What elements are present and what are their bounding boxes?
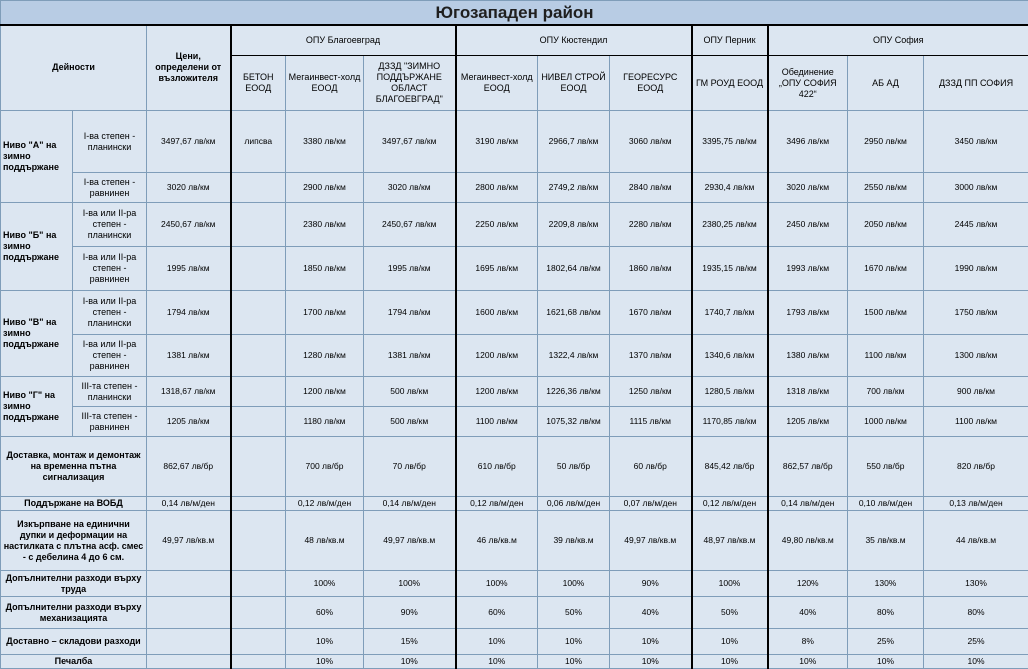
activity-label: Доставно – складови разходи: [1, 629, 147, 655]
table-row: [1, 597, 1028, 629]
offer-price-cell: 1318 лв/км: [768, 377, 848, 407]
offer-price-cell: 3020 лв/км: [768, 173, 848, 203]
offer-price-cell: 2450,67 лв/км: [364, 203, 456, 247]
offer-price-cell: 1670 лв/км: [848, 247, 924, 291]
assigned-price: [147, 571, 231, 597]
offer-price-cell: 3190 лв/км: [456, 111, 538, 173]
assigned-price: 1995 лв/км: [147, 247, 231, 291]
offer-price-cell: 1935,15 лв/км: [692, 247, 768, 291]
offer-price-cell: 40%: [768, 597, 848, 629]
offer-price-cell: 1200 лв/км: [456, 377, 538, 407]
offer-price-cell: 700 лв/бр: [286, 437, 364, 497]
offer-price-cell: 1793 лв/км: [768, 291, 848, 335]
offer-price-cell: 10%: [538, 655, 610, 669]
offer-price-cell: 862,57 лв/бр: [768, 437, 848, 497]
offer-price-cell: 50%: [538, 597, 610, 629]
offer-price-cell: 1205 лв/км: [768, 407, 848, 437]
offer-price-cell: [231, 291, 286, 335]
table-row: [1, 111, 1028, 173]
offer-price-cell: 0,06 лв/м/ден: [538, 497, 610, 511]
company-header: ДЗЗД ПП СОФИЯ: [924, 56, 1028, 111]
offer-price-cell: 49,97 лв/кв.м: [610, 511, 692, 571]
page-title: Югозападен район: [1, 1, 1028, 25]
offer-price-cell: 900 лв/км: [924, 377, 1028, 407]
offer-price-cell: 2930,4 лв/км: [692, 173, 768, 203]
table-row: [1, 571, 1028, 597]
assigned-price: 1381 лв/км: [147, 335, 231, 377]
offer-price-cell: [231, 377, 286, 407]
offer-price-cell: 1322,4 лв/км: [538, 335, 610, 377]
offer-price-cell: [231, 247, 286, 291]
offer-price-cell: 0,12 лв/м/ден: [286, 497, 364, 511]
offer-price-cell: [231, 203, 286, 247]
group-header: ОПУ Перник: [692, 25, 768, 56]
offer-price-cell: 1100 лв/км: [456, 407, 538, 437]
offer-price-cell: 100%: [692, 571, 768, 597]
offer-price-cell: 1170,85 лв/км: [692, 407, 768, 437]
offer-price-cell: 1995 лв/км: [364, 247, 456, 291]
offer-price-cell: 2840 лв/км: [610, 173, 692, 203]
offer-price-cell: 610 лв/бр: [456, 437, 538, 497]
offer-price-cell: 845,42 лв/бр: [692, 437, 768, 497]
company-header: Мегаинвест-холд ЕООД: [286, 56, 364, 111]
offer-price-cell: 1280,5 лв/км: [692, 377, 768, 407]
assigned-price: [147, 655, 231, 669]
offer-price-cell: 1850 лв/км: [286, 247, 364, 291]
offer-price-cell: 35 лв/кв.м: [848, 511, 924, 571]
level-subtype: I-ва степен - планински: [73, 111, 147, 173]
table-row: [1, 203, 1028, 247]
offer-price-cell: 1226,36 лв/км: [538, 377, 610, 407]
offer-price-cell: 0,07 лв/м/ден: [610, 497, 692, 511]
level-label: Ниво "А" на зимно поддържане: [1, 111, 73, 203]
activity-label: Допълнителни разходи върху труда: [1, 571, 147, 597]
level-label: Ниво "В" на зимно поддържане: [1, 291, 73, 377]
offer-price-cell: 1700 лв/км: [286, 291, 364, 335]
offer-price-cell: 100%: [286, 571, 364, 597]
activity-label: Изкърпване на единични дупки и деформации на настилката с плътна асф. смес - с дебелина 4 до 6 см.: [1, 511, 147, 571]
offer-price-cell: 1860 лв/км: [610, 247, 692, 291]
offer-price-cell: 1500 лв/км: [848, 291, 924, 335]
offer-price-cell: 3060 лв/км: [610, 111, 692, 173]
offer-price-cell: 1740,7 лв/км: [692, 291, 768, 335]
activity-label: Доставка, монтаж и демонтаж на временна пътна сигнализация: [1, 437, 147, 497]
assigned-price: 862,67 лв/бр: [147, 437, 231, 497]
offer-price-cell: 70 лв/бр: [364, 437, 456, 497]
level-subtype: III-та степен - равнинен: [73, 407, 147, 437]
offer-price-cell: 100%: [456, 571, 538, 597]
company-header: ГЕОРЕСУРС ЕООД: [610, 56, 692, 111]
group-header: ОПУ Кюстендил: [456, 25, 692, 56]
offer-price-cell: 2749,2 лв/км: [538, 173, 610, 203]
offer-price-cell: 1100 лв/км: [848, 335, 924, 377]
prices-header: Цени, определени от възложителя: [147, 25, 231, 111]
offer-price-cell: 44 лв/кв.м: [924, 511, 1028, 571]
activity-label: Поддържане на ВОБД: [1, 497, 147, 511]
table-row: [1, 247, 1028, 291]
company-header: Мегаинвест-холд ЕООД: [456, 56, 538, 111]
offer-price-cell: 10%: [456, 629, 538, 655]
offer-price-cell: 1621,68 лв/км: [538, 291, 610, 335]
offer-price-cell: [231, 335, 286, 377]
assigned-price: 2450,67 лв/км: [147, 203, 231, 247]
offer-price-cell: 48 лв/кв.м: [286, 511, 364, 571]
offer-price-cell: 0,13 лв/м/ден: [924, 497, 1028, 511]
offer-price-cell: 2950 лв/км: [848, 111, 924, 173]
offer-price-cell: 60%: [456, 597, 538, 629]
level-subtype: I-ва или II-ра степен - планински: [73, 203, 147, 247]
offer-price-cell: 10%: [692, 655, 768, 669]
offer-price-cell: 25%: [848, 629, 924, 655]
offer-price-cell: 500 лв/км: [364, 407, 456, 437]
offer-price-cell: 1180 лв/км: [286, 407, 364, 437]
offer-price-cell: 1280 лв/км: [286, 335, 364, 377]
offer-price-cell: [231, 571, 286, 597]
offer-price-cell: 49,97 лв/кв.м: [364, 511, 456, 571]
offer-price-cell: 48,97 лв/кв.м: [692, 511, 768, 571]
offer-price-cell: 0,12 лв/м/ден: [692, 497, 768, 511]
offer-price-cell: 1250 лв/км: [610, 377, 692, 407]
offer-price-cell: липсва: [231, 111, 286, 173]
offer-price-cell: 1695 лв/км: [456, 247, 538, 291]
assigned-price: [147, 629, 231, 655]
offer-price-cell: 1000 лв/км: [848, 407, 924, 437]
offer-price-cell: 100%: [538, 571, 610, 597]
offer-price-cell: 2800 лв/км: [456, 173, 538, 203]
offer-price-cell: [231, 629, 286, 655]
table-row: [1, 437, 1028, 497]
offer-price-cell: 2900 лв/км: [286, 173, 364, 203]
table-row: [1, 173, 1028, 203]
offer-price-cell: 90%: [610, 571, 692, 597]
offer-price-cell: 10%: [538, 629, 610, 655]
offer-price-cell: 1200 лв/км: [286, 377, 364, 407]
offer-price-cell: 1600 лв/км: [456, 291, 538, 335]
offer-price-cell: 2445 лв/км: [924, 203, 1028, 247]
offer-price-cell: 40%: [610, 597, 692, 629]
offer-price-cell: 50 лв/бр: [538, 437, 610, 497]
offer-price-cell: 1802,64 лв/км: [538, 247, 610, 291]
offer-price-cell: [231, 407, 286, 437]
offer-price-cell: 60 лв/бр: [610, 437, 692, 497]
offer-price-cell: 0,12 лв/м/ден: [456, 497, 538, 511]
activities-header: Дейности: [1, 25, 147, 111]
offer-price-cell: 1200 лв/км: [456, 335, 538, 377]
offer-price-cell: 100%: [364, 571, 456, 597]
offer-price-cell: 10%: [456, 655, 538, 669]
table-row: [1, 291, 1028, 335]
offer-price-cell: 2209,8 лв/км: [538, 203, 610, 247]
level-label: Ниво "Б" на зимно поддържане: [1, 203, 73, 291]
offer-price-cell: 10%: [286, 655, 364, 669]
offer-price-cell: 3496 лв/км: [768, 111, 848, 173]
offer-price-cell: 0,10 лв/м/ден: [848, 497, 924, 511]
company-header: ГМ РОУД ЕООД: [692, 56, 768, 111]
offer-price-cell: 2050 лв/км: [848, 203, 924, 247]
offer-price-cell: 39 лв/кв.м: [538, 511, 610, 571]
offer-price-cell: 1670 лв/км: [610, 291, 692, 335]
offer-price-cell: 50%: [692, 597, 768, 629]
level-subtype: I-ва или II-ра степен - равнинен: [73, 335, 147, 377]
table-row: [1, 655, 1028, 669]
offer-price-cell: [231, 173, 286, 203]
level-subtype: I-ва степен - равнинен: [73, 173, 147, 203]
offer-price-cell: [231, 655, 286, 669]
table-row: [1, 629, 1028, 655]
offer-price-cell: 2380,25 лв/км: [692, 203, 768, 247]
offer-price-cell: 1794 лв/км: [364, 291, 456, 335]
offer-price-cell: 2280 лв/км: [610, 203, 692, 247]
assigned-price: [147, 597, 231, 629]
table-row: [1, 511, 1028, 571]
offer-price-cell: 1075,32 лв/км: [538, 407, 610, 437]
offer-price-cell: 1990 лв/км: [924, 247, 1028, 291]
offer-price-cell: 0,14 лв/м/ден: [364, 497, 456, 511]
level-subtype: III-та степен - планински: [73, 377, 147, 407]
offer-price-cell: 60%: [286, 597, 364, 629]
offer-price-cell: 1115 лв/км: [610, 407, 692, 437]
group-header: ОПУ Благоевград: [231, 25, 456, 56]
offer-price-cell: 3380 лв/км: [286, 111, 364, 173]
offer-price-cell: 500 лв/км: [364, 377, 456, 407]
offer-price-cell: 49,80 лв/кв.м: [768, 511, 848, 571]
offer-price-cell: 120%: [768, 571, 848, 597]
table-row: [1, 497, 1028, 511]
offer-price-cell: 10%: [924, 655, 1028, 669]
offer-price-cell: 15%: [364, 629, 456, 655]
offer-price-cell: 1750 лв/км: [924, 291, 1028, 335]
offer-price-cell: 3000 лв/км: [924, 173, 1028, 203]
offer-price-cell: 820 лв/бр: [924, 437, 1028, 497]
offer-price-cell: 10%: [610, 629, 692, 655]
table-row: [1, 335, 1028, 377]
offer-price-cell: 1380 лв/км: [768, 335, 848, 377]
offer-price-cell: 10%: [364, 655, 456, 669]
level-label: Ниво "Г" на зимно поддържане: [1, 377, 73, 437]
offer-price-cell: 2250 лв/км: [456, 203, 538, 247]
assigned-price: 1205 лв/км: [147, 407, 231, 437]
offer-price-cell: 10%: [610, 655, 692, 669]
offer-price-cell: 3020 лв/км: [364, 173, 456, 203]
offer-price-cell: 1340,6 лв/км: [692, 335, 768, 377]
offer-price-cell: 550 лв/бр: [848, 437, 924, 497]
assigned-price: 1794 лв/км: [147, 291, 231, 335]
offer-price-cell: 10%: [768, 655, 848, 669]
offer-price-cell: [231, 437, 286, 497]
offer-price-cell: 2450 лв/км: [768, 203, 848, 247]
company-header: НИВЕЛ СТРОЙ ЕООД: [538, 56, 610, 111]
offer-price-cell: 80%: [924, 597, 1028, 629]
offer-price-cell: 130%: [848, 571, 924, 597]
offer-price-cell: 1100 лв/км: [924, 407, 1028, 437]
offer-price-cell: 1993 лв/км: [768, 247, 848, 291]
table-row: [1, 377, 1028, 407]
activity-label: Печалба: [1, 655, 147, 669]
level-subtype: I-ва или II-ра степен - равнинен: [73, 247, 147, 291]
assigned-price: 0,14 лв/м/ден: [147, 497, 231, 511]
offer-price-cell: 130%: [924, 571, 1028, 597]
offer-price-cell: 2380 лв/км: [286, 203, 364, 247]
group-header: ОПУ София: [768, 25, 1028, 56]
offer-price-cell: [231, 497, 286, 511]
offer-price-cell: 3497,67 лв/км: [364, 111, 456, 173]
offer-price-cell: 2966,7 лв/км: [538, 111, 610, 173]
offer-price-cell: 90%: [364, 597, 456, 629]
company-header: ДЗЗД "ЗИМНО ПОДДЪРЖАНЕ ОБЛАСТ БЛАГОЕВГРАД": [364, 56, 456, 111]
assigned-price: 49,97 лв/кв.м: [147, 511, 231, 571]
offer-price-cell: 10%: [848, 655, 924, 669]
company-header: Обединение „ОПУ СОФИЯ 422“: [768, 56, 848, 111]
offer-price-cell: 1370 лв/км: [610, 335, 692, 377]
offer-price-cell: 8%: [768, 629, 848, 655]
offer-price-cell: 80%: [848, 597, 924, 629]
offer-price-cell: [231, 597, 286, 629]
company-header: БЕТОН ЕООД: [231, 56, 286, 111]
offer-price-cell: 0,14 лв/м/ден: [768, 497, 848, 511]
activity-label: Допълнителни разходи върху механизацията: [1, 597, 147, 629]
offer-price-cell: 10%: [286, 629, 364, 655]
assigned-price: 1318,67 лв/км: [147, 377, 231, 407]
company-header: АБ АД: [848, 56, 924, 111]
offer-price-cell: 10%: [692, 629, 768, 655]
offer-price-cell: 1300 лв/км: [924, 335, 1028, 377]
offer-price-cell: 3450 лв/км: [924, 111, 1028, 173]
assigned-price: 3497,67 лв/км: [147, 111, 231, 173]
offer-price-cell: 46 лв/кв.м: [456, 511, 538, 571]
offer-price-cell: 3395,75 лв/км: [692, 111, 768, 173]
offer-price-cell: [231, 511, 286, 571]
offer-price-cell: 1381 лв/км: [364, 335, 456, 377]
offer-price-cell: 700 лв/км: [848, 377, 924, 407]
level-subtype: I-ва или II-ра степен - планински: [73, 291, 147, 335]
assigned-price: 3020 лв/км: [147, 173, 231, 203]
offer-price-cell: 25%: [924, 629, 1028, 655]
table-row: [1, 407, 1028, 437]
offer-price-cell: 2550 лв/км: [848, 173, 924, 203]
